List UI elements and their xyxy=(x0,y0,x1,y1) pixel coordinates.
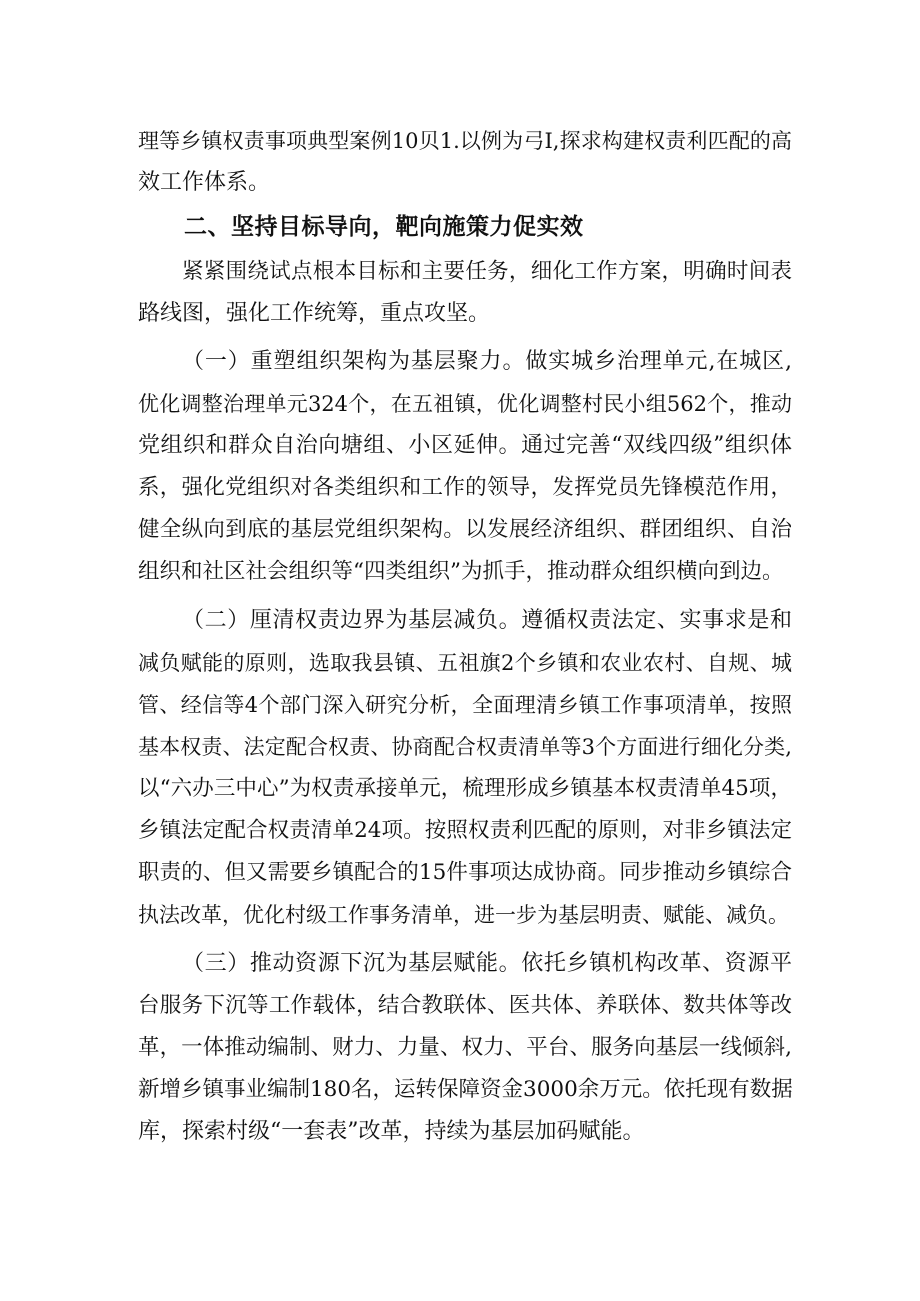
item3-line-4: 新增乡镇事业编制180名，运转保障资金3000余万元。依托现有数据 xyxy=(138,1077,793,1102)
item2-line-6: 乡镇法定配合权责清单24项。按照权责利匹配的原则，对非乡镇法定 xyxy=(138,818,792,843)
intro-line-2: 效工作体系。 xyxy=(138,170,271,195)
item2-line-2: 减负赋能的原则，选取我县镇、五祖旗2个乡镇和农业农村、自规、城 xyxy=(138,651,792,675)
section-heading: 二、坚持目标导向，靶向施策力促实效 xyxy=(184,214,584,240)
item1-line-1: （一）重塑组织架构为基层聚力。做实城乡治理单元,在城区, xyxy=(182,349,792,374)
item2-line-3: 管、经信等4个部门深入研究分析，全面理清乡镇工作事项清单，按照 xyxy=(138,693,792,717)
item3-line-2: 台服务下沉等工作载体，结合教联体、医共体、养联体、数共体等改 xyxy=(138,993,792,1018)
section-lead-line-2: 路线图，强化工作统筹，重点攻坚。 xyxy=(138,301,491,326)
section-lead-line-1: 紧紧围绕试点根本目标和主要任务，细化工作方案，明确时间表 xyxy=(182,259,792,284)
item2-line-8: 执法改革，优化村级工作事务清单，进一步为基层明责、赋能、减负。 xyxy=(138,903,789,927)
intro-line-1: 理等乡镇权责事项典型案例10贝1.以例为弓I,探求构建权责利匹配的高 xyxy=(138,129,792,153)
item2-line-4: 基本权责、法定配合权责、协商配合权责清单等3个方面进行细化分类, xyxy=(138,735,792,759)
item1-line-6: 组织和社区社会组织等“四类组织”为抓手，推动群众组织横向到边。 xyxy=(138,559,784,584)
item2-line-1: （二）厘清权责边界为基层减负。遵循权责法定、实事求是和 xyxy=(182,608,792,633)
item1-line-5: 健全纵向到底的基层党组织架构。以发展经济组织、群团组织、自治 xyxy=(138,517,792,542)
item1-line-2: 优化调整治理单元324个，在五祖镇，优化调整村民小组562个，推动 xyxy=(138,392,792,416)
item3-line-3: 革，一体推动编制、财力、力量、权力、平台、服务向基层一线倾斜, xyxy=(138,1035,792,1060)
item1-line-4: 系，强化党组织对各类组织和工作的领导，发挥党员先锋模范作用， xyxy=(138,475,792,500)
item2-line-5: 以“六办三中心”为权责承接单元，梳理形成乡镇基本权责清单45项， xyxy=(138,776,792,801)
item1-line-3: 党组织和群众自治向塘组、小区延伸。通过完善“双线四级”组织体 xyxy=(138,433,792,458)
item3-line-5: 库，探索村级“一套表”改革，持续为基层加码赋能。 xyxy=(138,1119,645,1144)
item3-line-1: （三）推动资源下沉为基层赋能。依托乡镇机构改革、资源平 xyxy=(182,951,792,976)
item2-line-7: 职责的、但又需要乡镇配合的15件事项达成协商。同步推动乡镇综合 xyxy=(138,860,792,885)
